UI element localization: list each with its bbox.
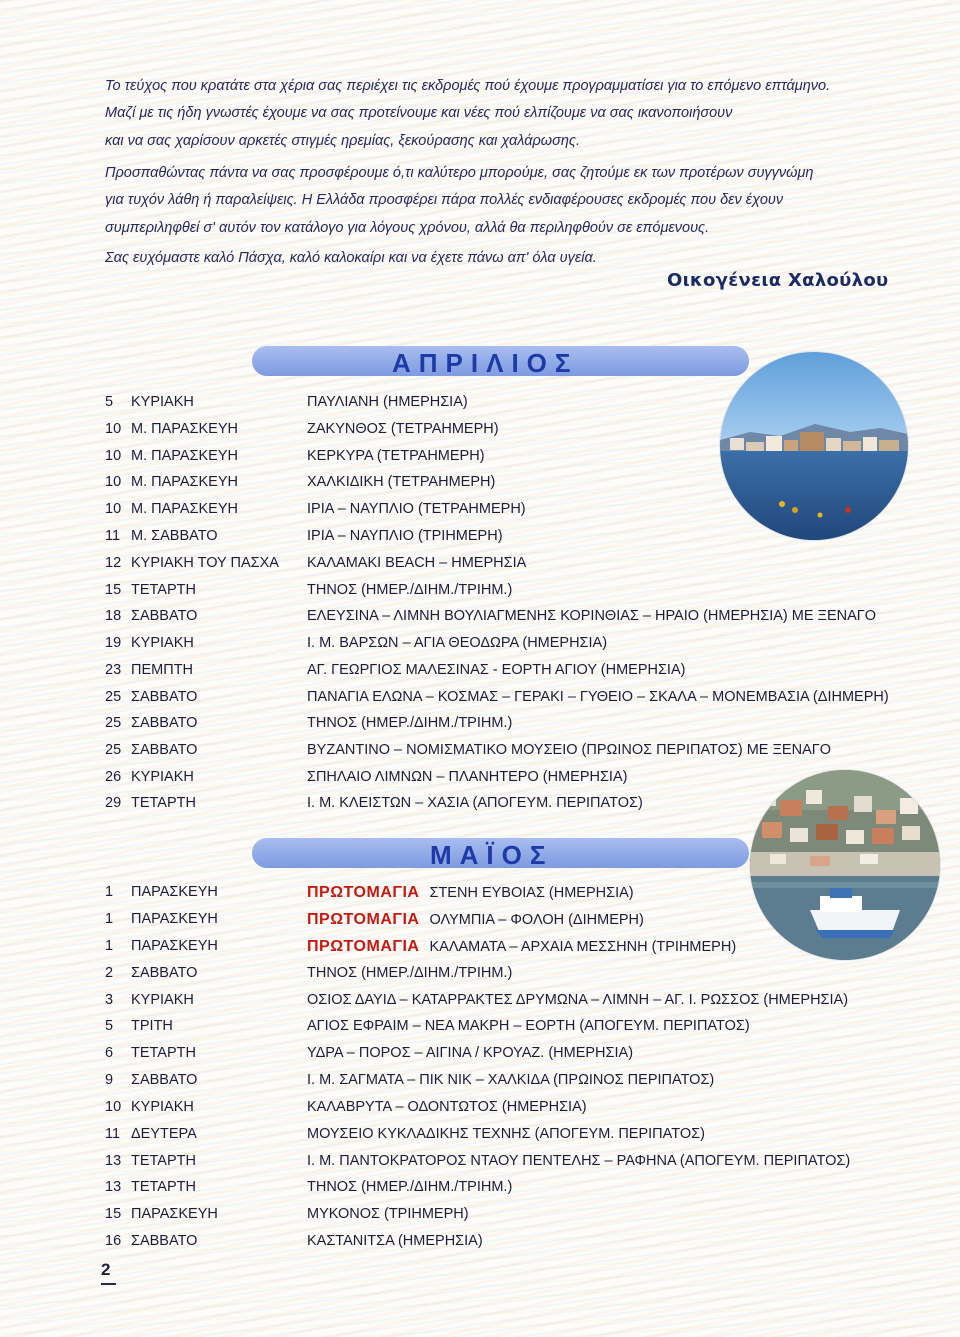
signature: Οικογένεια Χαλούλου <box>667 270 889 291</box>
date-weekday: Μ. ΠΑΡΑΣΚΕΥΗ <box>131 448 238 464</box>
date-weekday: ΤΡΙΤΗ <box>131 1018 173 1034</box>
trip-name: ΣΠΗΛΑΙΟ ΛΙΜΝΩΝ – ΠΛΑΝΗΤΕΡΟ (ΗΜΕΡΗΣΙΑ) <box>307 769 628 785</box>
trip-name: ΠΑΥΛΙΑΝΗ (ΗΜΕΡΗΣΙΑ) <box>307 394 468 410</box>
trip-name: ΒΥΖΑΝΤΙΝΟ – ΝΟΜΙΣΜΑΤΙΚΟ ΜΟΥΣΕΙΟ (ΠΡΩΙΝΟΣ ΠΕΡΙΠΑΤΟΣ) ΜΕ ΞΕΝΑΓΟ <box>307 742 832 758</box>
intro-line: Το τεύχος που κρατάτε στα χέρια σας περιέχει τις εκδρομές πού έχουμε προγραμματίσει για το επόμενο επτάμηνο. <box>105 78 831 94</box>
date-weekday: Μ. ΠΑΡΑΣΚΕΥΗ <box>131 501 238 517</box>
page-number-underline <box>101 1283 116 1285</box>
trip-name: ΧΑΛΚΙΔΙΚΗ (ΤΕΤΡΑΗΜΕΡΗ) <box>307 474 496 490</box>
trip-name: ΚΑΣΤΑΝΙΤΣΑ (ΗΜΕΡΗΣΙΑ) <box>307 1233 483 1249</box>
trip-name <box>307 884 634 902</box>
date-day: 1 <box>105 884 114 900</box>
date-day: 1 <box>105 911 114 927</box>
date-weekday: ΚΥΡΙΑΚΗ <box>131 992 194 1008</box>
date-weekday: ΠΑΡΑΣΚΕΥΗ <box>131 911 218 927</box>
may-day-tag: ΠΡΩΤΟΜΑΓΙΑ <box>307 938 420 955</box>
date-weekday: ΤΕΤΑΡΤΗ <box>131 1153 196 1169</box>
date-weekday: ΚΥΡΙΑΚΗ ΤΟΥ ΠΑΣΧΑ <box>131 555 279 571</box>
trip-name: ΚΑΛΑΜΑΚΙ BEACH – ΗΜΕΡΗΣΙΑ <box>307 555 527 571</box>
date-weekday: ΠΑΡΑΣΚΕΥΗ <box>131 938 218 954</box>
intro-line: συμπεριληφθεί σ' αυτόν τον κατάλογο για λόγους χρόνου, αλλά θα περιληφθούν σε επόμενους. <box>105 220 710 236</box>
date-day: 15 <box>105 582 122 598</box>
date-weekday: ΠΑΡΑΣΚΕΥΗ <box>131 1206 218 1222</box>
trip-name: ΥΔΡΑ – ΠΟΡΟΣ – ΑΙΓΙΝΑ / ΚΡΟΥΑΖ. (ΗΜΕΡΗΣΙΑ) <box>307 1045 634 1061</box>
date-day: 10 <box>105 474 122 490</box>
date-weekday: ΠΑΡΑΣΚΕΥΗ <box>131 884 218 900</box>
date-day: 11 <box>105 528 121 544</box>
trip-name <box>307 911 644 929</box>
date-day: 10 <box>105 501 122 517</box>
trip-name: ΤΗΝΟΣ (ΗΜΕΡ./ΔΙΗΜ./ΤΡΙΗΜ.) <box>307 965 513 981</box>
april-title: ΑΠΡΙΛΙΟΣ <box>392 348 579 378</box>
date-day: 25 <box>105 689 122 705</box>
date-weekday: ΤΕΤΑΡΤΗ <box>131 1179 196 1195</box>
trip-destination: ΣΤΕΝΗ ΕΥΒΟΙΑΣ (ΗΜΕΡΗΣΙΑ) <box>429 885 634 901</box>
date-day: 19 <box>105 635 122 651</box>
date-weekday: ΤΕΤΑΡΤΗ <box>131 1045 196 1061</box>
date-day: 25 <box>105 715 122 731</box>
trip-name: Ι. Μ. ΒΑΡΣΩΝ – ΑΓΙΑ ΘΕΟΔΩΡΑ (ΗΜΕΡΗΣΙΑ) <box>307 635 608 651</box>
trip-destination: ΟΛΥΜΠΙΑ – ΦΟΛΟΗ (ΔΙΗΜΕΡΗ) <box>429 912 644 928</box>
date-day: 5 <box>105 1018 114 1034</box>
harbour-photo <box>720 352 908 540</box>
date-weekday: ΣΑΒΒΑΤΟ <box>131 689 198 705</box>
may-day-tag: ΠΡΩΤΟΜΑΓΙΑ <box>307 884 420 901</box>
trip-name: ΤΗΝΟΣ (ΗΜΕΡ./ΔΙΗΜ./ΤΡΙΗΜ.) <box>307 715 513 731</box>
trip-name: ΟΣΙΟΣ ΔΑΥΙΔ – ΚΑΤΑΡΡΑΚΤΕΣ ΔΡΥΜΩΝΑ – ΛΙΜΝΗ – ΑΓ. Ι. ΡΩΣΣΟΣ (ΗΜΕΡΗΣΙΑ) <box>307 992 849 1008</box>
date-day: 25 <box>105 742 122 758</box>
date-day: 1 <box>105 938 114 954</box>
date-weekday: ΣΑΒΒΑΤΟ <box>131 1233 198 1249</box>
trip-name: ΜΥΚΟΝΟΣ (ΤΡΙΗΜΕΡΗ) <box>307 1206 469 1222</box>
trip-name: ΤΗΝΟΣ (ΗΜΕΡ./ΔΙΗΜ./ΤΡΙΗΜ.) <box>307 1179 513 1195</box>
trip-name: ΑΓΙΟΣ ΕΦΡΑΙΜ – ΝΕΑ ΜΑΚΡΗ – ΕΟΡΤΗ (ΑΠΟΓΕΥΜ. ΠΕΡΙΠΑΤΟΣ) <box>307 1018 750 1034</box>
date-day: 13 <box>105 1153 122 1169</box>
intro-line: Μαζί με τις ήδη γνωστές έχουμε να σας προτείνουμε και νέες πού ελπίζουμε να σας ικανοποιήσουν <box>105 105 733 121</box>
date-day: 2 <box>105 965 114 981</box>
date-weekday: ΚΥΡΙΑΚΗ <box>131 394 194 410</box>
date-day: 9 <box>105 1072 114 1088</box>
date-weekday: ΚΥΡΙΑΚΗ <box>131 635 194 651</box>
trip-name: ΤΗΝΟΣ (ΗΜΕΡ./ΔΙΗΜ./ΤΡΙΗΜ.) <box>307 582 513 598</box>
date-weekday: ΤΕΤΑΡΤΗ <box>131 582 196 598</box>
village-boat-photo <box>750 770 940 960</box>
intro-line: Προσπαθώντας πάντα να σας προσφέρουμε ό,τι καλύτερο μπορούμε, σας ζητούμε εκ των προτέρων συγγνώμη <box>105 165 814 181</box>
trip-name: ΖΑΚΥΝΘΟΣ (ΤΕΤΡΑΗΜΕΡΗ) <box>307 421 499 437</box>
date-weekday: ΣΑΒΒΑΤΟ <box>131 608 198 624</box>
date-day: 3 <box>105 992 114 1008</box>
date-day: 23 <box>105 662 122 678</box>
trip-name: ΕΛΕΥΣΙΝΑ – ΛΙΜΝΗ ΒΟΥΛΙΑΓΜΕΝΗΣ ΚΟΡΙΝΘΙΑΣ – ΗΡΑΙΟ (ΗΜΕΡΗΣΙΑ) ΜΕ ΞΕΝΑΓΟ <box>307 608 877 624</box>
intro-line: Σας ευχόμαστε καλό Πάσχα, καλό καλοκαίρι και να έχετε πάνω απ' όλα υγεία. <box>105 250 597 266</box>
trip-destination: ΚΑΛΑΜΑΤΑ – ΑΡΧΑΙΑ ΜΕΣΣΗΝΗ (ΤΡΙΗΜΕΡΗ) <box>429 939 737 955</box>
trip-name: Ι. Μ. ΠΑΝΤΟΚΡΑΤΟΡΟΣ ΝΤΑΟΥ ΠΕΝΤΕΛΗΣ – ΡΑΦΗΝΑ (ΑΠΟΓΕΥΜ. ΠΕΡΙΠΑΤΟΣ) <box>307 1153 851 1169</box>
trip-name: Ι. Μ. ΚΛΕΙΣΤΩΝ – ΧΑΣΙΑ (ΑΠΟΓΕΥΜ. ΠΕΡΙΠΑΤΟΣ) <box>307 795 643 811</box>
may-title: ΜΑΪΟΣ <box>430 840 554 870</box>
harbour-photo-image <box>720 352 908 540</box>
date-day: 10 <box>105 1099 122 1115</box>
date-day: 11 <box>105 1126 121 1142</box>
may-day-tag: ΠΡΩΤΟΜΑΓΙΑ <box>307 911 420 928</box>
trip-name: ΙΡΙΑ – ΝΑΥΠΛΙΟ (ΤΕΤΡΑΗΜΕΡΗ) <box>307 501 526 517</box>
date-weekday: ΣΑΒΒΑΤΟ <box>131 1072 198 1088</box>
date-weekday: ΣΑΒΒΑΤΟ <box>131 965 198 981</box>
trip-name: ΚΑΛΑΒΡΥΤΑ – ΟΔΟΝΤΩΤΟΣ (ΗΜΕΡΗΣΙΑ) <box>307 1099 587 1115</box>
date-day: 26 <box>105 769 122 785</box>
date-weekday: Μ. ΠΑΡΑΣΚΕΥΗ <box>131 474 238 490</box>
date-weekday: ΠΕΜΠΤΗ <box>131 662 194 678</box>
page-number: 2 <box>101 1260 111 1279</box>
intro-line: και να σας χαρίσουν αρκετές στιγμές ηρεμίας, ξεκούρασης και χαλάρωσης. <box>105 133 580 149</box>
date-weekday: Μ. ΠΑΡΑΣΚΕΥΗ <box>131 421 238 437</box>
trip-name: Ι. Μ. ΣΑΓΜΑΤΑ – ΠΙΚ ΝΙΚ – ΧΑΛΚΙΔΑ (ΠΡΩΙΝΟΣ ΠΕΡΙΠΑΤΟΣ) <box>307 1072 715 1088</box>
date-weekday: ΣΑΒΒΑΤΟ <box>131 715 198 731</box>
date-weekday: ΣΑΒΒΑΤΟ <box>131 742 198 758</box>
date-day: 12 <box>105 555 122 571</box>
trip-name: ΙΡΙΑ – ΝΑΥΠΛΙΟ (ΤΡΙΗΜΕΡΗ) <box>307 528 503 544</box>
date-day: 15 <box>105 1206 122 1222</box>
date-day: 13 <box>105 1179 122 1195</box>
trip-name <box>307 938 736 956</box>
date-weekday: ΚΥΡΙΑΚΗ <box>131 1099 194 1115</box>
intro-line: για τυχόν λάθη ή παραλείψεις. Η Ελλάδα προσφέρει πάρα πολλές ενδιαφέρουσες εκδρομές που δεν έχουν <box>105 192 784 208</box>
date-weekday: ΚΥΡΙΑΚΗ <box>131 769 194 785</box>
village-boat-photo-image <box>750 770 940 960</box>
trip-name: ΠΑΝΑΓΙΑ ΕΛΩΝΑ – ΚΟΣΜΑΣ – ΓΕΡΑΚΙ – ΓΥΘΕΙΟ – ΣΚΑΛΑ – ΜΟΝΕΜΒΑΣΙΑ (ΔΙΗΜΕΡΗ) <box>307 689 889 705</box>
date-day: 18 <box>105 608 122 624</box>
date-weekday: ΔΕΥΤΕΡΑ <box>131 1126 197 1142</box>
date-day: 16 <box>105 1233 122 1249</box>
date-day: 29 <box>105 795 122 811</box>
trip-name: ΑΓ. ΓΕΩΡΓΙΟΣ ΜΑΛΕΣΙΝΑΣ - ΕΟΡΤΗ ΑΓΙΟΥ (ΗΜΕΡΗΣΙΑ) <box>307 662 686 678</box>
date-day: 6 <box>105 1045 114 1061</box>
date-day: 10 <box>105 448 122 464</box>
date-weekday: ΤΕΤΑΡΤΗ <box>131 795 196 811</box>
date-day: 10 <box>105 421 122 437</box>
date-weekday: Μ. ΣΑΒΒΑΤΟ <box>131 528 218 544</box>
trip-name: ΜΟΥΣΕΙΟ ΚΥΚΛΑΔΙΚΗΣ ΤΕΧΝΗΣ (ΑΠΟΓΕΥΜ. ΠΕΡΙΠΑΤΟΣ) <box>307 1126 705 1142</box>
date-day: 5 <box>105 394 114 410</box>
trip-name: ΚΕΡΚΥΡΑ (ΤΕΤΡΑΗΜΕΡΗ) <box>307 448 485 464</box>
